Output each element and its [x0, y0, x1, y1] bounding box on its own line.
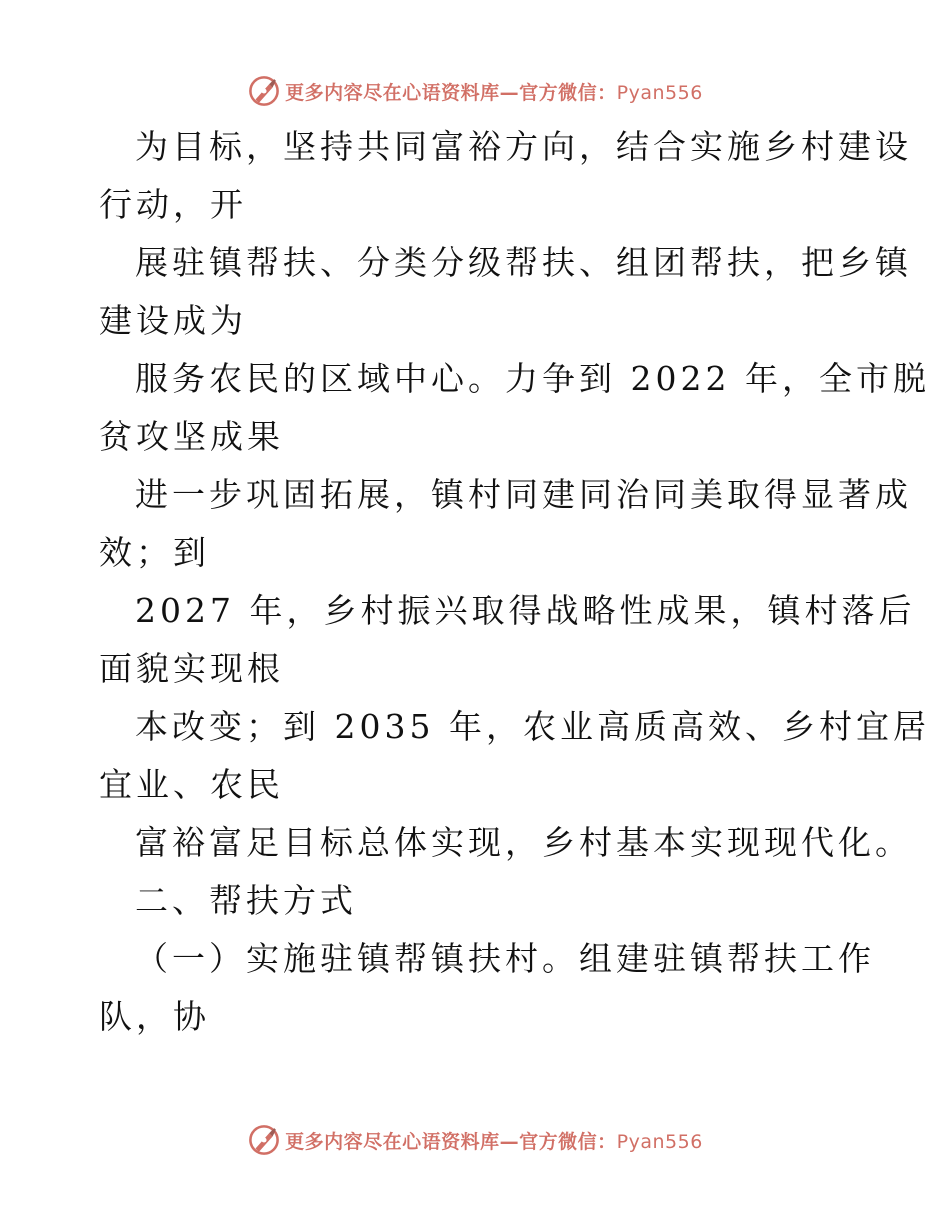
body-line: 宜业、农民: [99, 765, 284, 804]
body-line: 贫攻坚成果: [99, 417, 284, 456]
body-line: 本改变；到 2035 年，农业高质高效、乡村宜居: [135, 707, 930, 746]
footer-watermark: [0, 1120, 950, 1160]
body-line: 富裕富足目标总体实现，乡村基本实现现代化。: [135, 823, 912, 862]
body-line: 展驻镇帮扶、分类分级帮扶、组团帮扶，把乡镇: [135, 243, 912, 282]
watermark-text: 更多内容尽在心语资料库—官方微信：: [285, 1130, 617, 1153]
pen-logo-icon: [247, 1123, 281, 1157]
watermark-wechat-id: Pyan556: [616, 1130, 703, 1153]
body-line: 进一步巩固拓展，镇村同建同治同美取得显著成: [135, 475, 912, 514]
body-line: 效；到: [99, 533, 210, 572]
section-heading: 二、帮扶方式: [135, 881, 357, 920]
pen-logo-icon: [247, 74, 281, 108]
watermark-wechat-id: Pyan556: [616, 81, 703, 104]
body-line: 行动，开: [99, 185, 247, 224]
body-line: 队，协: [99, 997, 210, 1036]
subsection-heading: （一）实施驻镇帮镇扶村。组建驻镇帮扶工作: [135, 939, 875, 978]
body-line: 服务农民的区域中心。力争到 2022 年，全市脱: [135, 359, 930, 398]
body-line: 为目标，坚持共同富裕方向，结合实施乡村建设: [135, 127, 912, 166]
watermark-text: 更多内容尽在心语资料库—官方微信：: [285, 81, 617, 104]
body-line: 面貌实现根: [99, 649, 284, 688]
body-line: 2027 年，乡村振兴取得战略性成果，镇村落后: [135, 591, 916, 630]
header-watermark: [0, 71, 950, 111]
body-line: 建设成为: [99, 301, 247, 340]
